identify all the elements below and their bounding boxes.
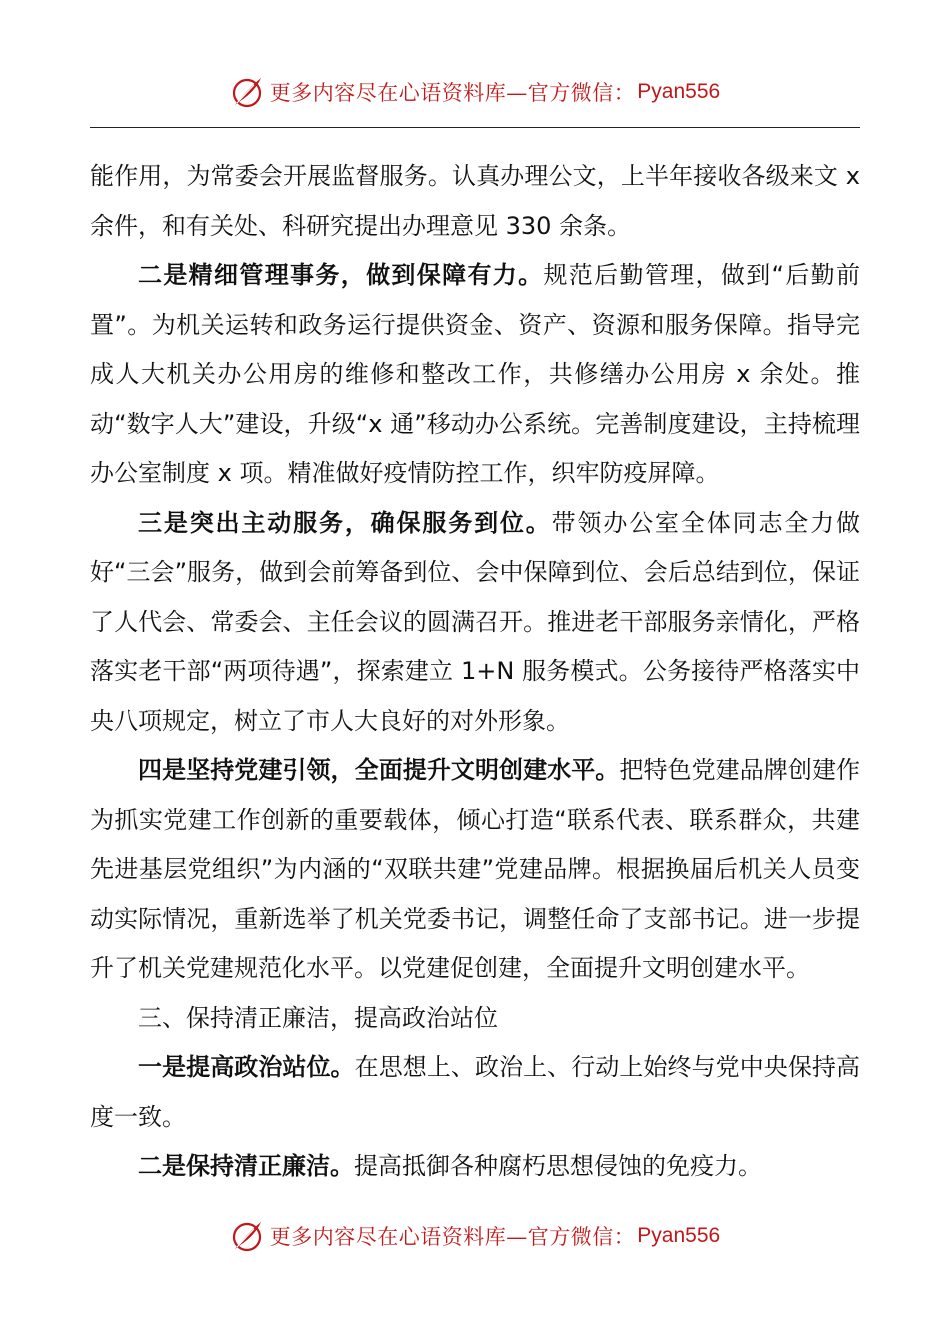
paragraph-2-lead: 二是精细管理事务，做到保障有力。 — [138, 261, 544, 289]
paragraph-2 — [90, 251, 860, 499]
document-body — [90, 152, 860, 1192]
paragraph-5-text: 在思想上、政治上、行动上始终与党中央保持高度一致。 — [90, 1053, 861, 1131]
section-3-heading: 三、保持清正廉洁，提高政治站位 — [138, 1003, 498, 1032]
header-banner-text: 更多内容尽在心语资料库—官方微信： — [269, 81, 636, 105]
paragraph-3-text: 带领办公室全体同志全力做好“三会”服务，做到会前筹备到位、会中保障到位、会后总结到位，保证了人代会、常委会、主任会议的圆满召开。推进老干部服务亲情化，严格落实老干部“两项待遇”，探索建立 1+N 服务模式。公务接待严格落实中央八项规定，树立了市人大良好的对外形象。 — [90, 508, 861, 735]
quill-feather-logo-icon — [230, 1219, 264, 1253]
paragraph-4-lead: 四是坚持党建引领，全面提升文明创建水平。 — [138, 756, 620, 784]
paragraph-6-lead: 二是保持清正廉洁。 — [138, 1152, 354, 1180]
header-wechat-id: Pyan556 — [637, 80, 721, 103]
paragraph-2-text: 规范后勤管理，做到“后勤前置”。为机关运转和政务运行提供资金、资产、资源和服务保障。指导完成人大机关办公用房的维修和整改工作，共修缮办公用房 x 余处。推动“数字人大”建设，升级“x 通”移动办公系统。完善制度建设，主持梳理办公室制度 x 项。精准做好疫情防控工作，织牢防疫屏障。 — [90, 261, 860, 487]
footer-banner — [0, 1216, 950, 1256]
paragraph-5-lead: 一是提高政治站位。 — [138, 1053, 355, 1081]
paragraph-3-lead: 三是突出主动服务，确保服务到位。 — [138, 508, 552, 537]
paragraph-5 — [90, 1043, 860, 1142]
quill-feather-logo-icon — [230, 75, 264, 109]
paragraph-1: 能作用，为常委会开展监督服务。认真办理公文，上半年接收各级来文 x 余件，和有关处、科研究提出办理意见 330 余条。 — [90, 162, 860, 240]
paragraph-3 — [90, 499, 860, 747]
footer-wechat-id: Pyan556 — [637, 1224, 721, 1247]
paragraph-4 — [90, 746, 860, 994]
footer-banner-text: 更多内容尽在心语资料库—官方微信： — [269, 1225, 636, 1249]
header-banner — [0, 72, 950, 112]
paragraph-6-text: 提高抵御各种腐朽思想侵蚀的免疫力。 — [354, 1152, 762, 1180]
header-divider — [90, 127, 860, 128]
paragraph-6 — [90, 1142, 860, 1192]
paragraph-4-text: 把特色党建品牌创建作为抓实党建工作创新的重要载体，倾心打造“联系代表、联系群众，共建先进基层党组织”为内涵的“双联共建”党建品牌。根据换届后机关人员变动实际情况，重新选举了机关党委书记，调整任命了支部书记。进一步提升了机关党建规范化水平。以党建促创建，全面提升文明创建水平。 — [90, 756, 861, 982]
